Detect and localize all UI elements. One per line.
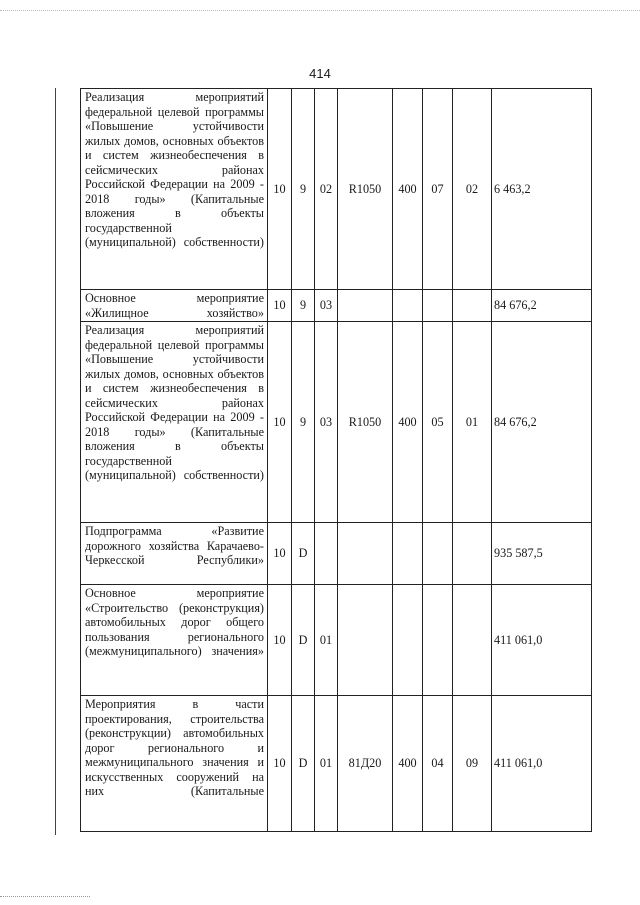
program-code: 9 bbox=[292, 290, 315, 322]
amount: 411 061,0 bbox=[492, 696, 592, 832]
page-number: 414 bbox=[309, 66, 331, 81]
scan-noise bbox=[0, 10, 640, 13]
budget-table bbox=[80, 88, 592, 832]
expense-type-code: 400 bbox=[393, 89, 423, 290]
amount: 411 061,0 bbox=[492, 585, 592, 696]
table-row bbox=[81, 290, 592, 322]
subprogram-code bbox=[315, 523, 338, 585]
subprogram-code: 01 bbox=[315, 696, 338, 832]
table-row bbox=[81, 89, 592, 290]
row-name: Основное мероприятие «Жилищное хозяйство» bbox=[81, 290, 268, 322]
section-code: 05 bbox=[423, 322, 453, 523]
amount: 6 463,2 bbox=[492, 89, 592, 290]
expense-type-code: 400 bbox=[393, 696, 423, 832]
direction-code: 81Д20 bbox=[338, 696, 393, 832]
row-name: Основное мероприятие «Строительство (реконструкция) автомобильных дорог общего пользования регионального (межмуниципального) значения» bbox=[81, 585, 268, 696]
subprogram-code: 03 bbox=[315, 290, 338, 322]
row-name: Мероприятия в части проектирования, строительства (реконструкции) автомобильных дорог регионального и межмуниципального значения и искусственных сооружений на них (Капитальные bbox=[81, 696, 268, 832]
ministry-code: 10 bbox=[268, 585, 292, 696]
direction-code bbox=[338, 290, 393, 322]
ministry-code: 10 bbox=[268, 696, 292, 832]
subsection-code bbox=[453, 585, 492, 696]
direction-code: R1050 bbox=[338, 322, 393, 523]
ministry-code: 10 bbox=[268, 523, 292, 585]
row-name: Подпрограмма «Развитие дорожного хозяйства Карачаево-Черкесской Республики» bbox=[81, 523, 268, 585]
scan-noise bbox=[0, 896, 90, 897]
section-code: 07 bbox=[423, 89, 453, 290]
direction-code bbox=[338, 523, 393, 585]
program-code: 9 bbox=[292, 322, 315, 523]
amount: 84 676,2 bbox=[492, 290, 592, 322]
table-row bbox=[81, 523, 592, 585]
direction-code: R1050 bbox=[338, 89, 393, 290]
program-code: D bbox=[292, 523, 315, 585]
amount: 935 587,5 bbox=[492, 523, 592, 585]
program-code: D bbox=[292, 696, 315, 832]
row-name: Реализация мероприятий федеральной целевой программы «Повышение устойчивости жилых домов, основных объектов и систем жизнеобеспечения в сейсмических районах Российской Федерации на 2009 - 2018 годы» (Капитальные вложения в объекты государственной (муниципальной) собственности) bbox=[81, 89, 268, 290]
subprogram-code: 01 bbox=[315, 585, 338, 696]
table-row bbox=[81, 585, 592, 696]
expense-type-code bbox=[393, 523, 423, 585]
section-code bbox=[423, 585, 453, 696]
ministry-code: 10 bbox=[268, 290, 292, 322]
subsection-code bbox=[453, 290, 492, 322]
subprogram-code: 03 bbox=[315, 322, 338, 523]
amount: 84 676,2 bbox=[492, 322, 592, 523]
direction-code bbox=[338, 585, 393, 696]
table-row bbox=[81, 322, 592, 523]
subprogram-code: 02 bbox=[315, 89, 338, 290]
table-row bbox=[81, 696, 592, 832]
section-code: 04 bbox=[423, 696, 453, 832]
expense-type-code bbox=[393, 585, 423, 696]
subsection-code: 01 bbox=[453, 322, 492, 523]
ministry-code: 10 bbox=[268, 89, 292, 290]
expense-type-code bbox=[393, 290, 423, 322]
expense-type-code: 400 bbox=[393, 322, 423, 523]
section-code bbox=[423, 523, 453, 585]
program-code: 9 bbox=[292, 89, 315, 290]
subsection-code: 09 bbox=[453, 696, 492, 832]
program-code: D bbox=[292, 585, 315, 696]
margin-rule bbox=[55, 88, 56, 835]
section-code bbox=[423, 290, 453, 322]
ministry-code: 10 bbox=[268, 322, 292, 523]
row-name: Реализация мероприятий федеральной целевой программы «Повышение устойчивости жилых домов, основных объектов и систем жизнеобеспечения в сейсмических районах Российской Федерации на 2009 - 2018 годы» (Капитальные вложения в объекты государственной (муниципальной) собственности) bbox=[81, 322, 268, 523]
subsection-code bbox=[453, 523, 492, 585]
subsection-code: 02 bbox=[453, 89, 492, 290]
